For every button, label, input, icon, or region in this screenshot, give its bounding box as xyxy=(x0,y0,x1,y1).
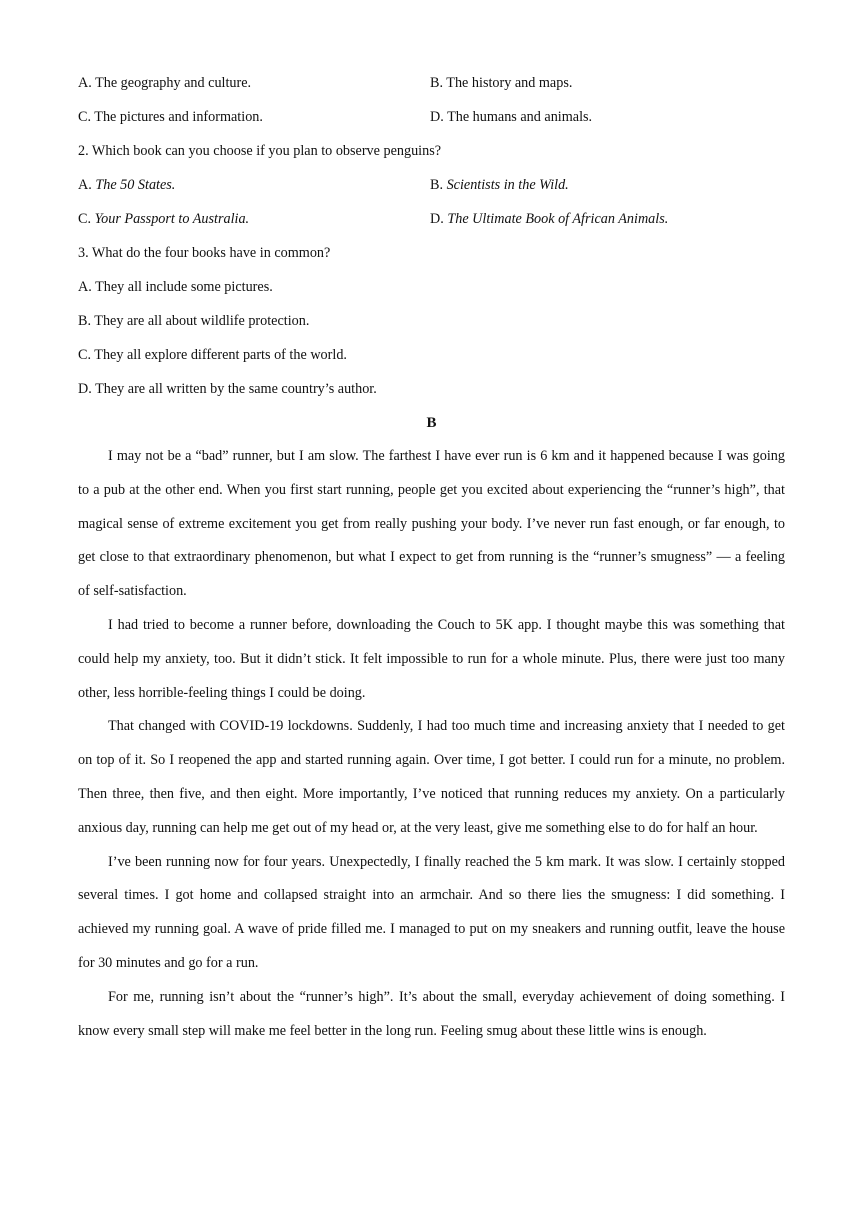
passage-paragraph-4: I’ve been running now for four years. Unexpectedly, I finally reached the 5 km mark. It was slow. I certainly stopped several times. I got home and collapsed straight into an armchair. And so there lies the smugness: I did something. I achieved my running goal. A wave of pride filled me. I managed to put on my sneakers and running outfit, leave the house for 30 minutes and go for a run. xyxy=(78,853,785,971)
q2-option-b-prefix: B. xyxy=(430,177,447,193)
q3-option-b[interactable]: B. They are all about wildlife protection. xyxy=(78,313,310,329)
passage-paragraph-1: I may not be a “bad” runner, but I am slow. The farthest I have ever run is 6 km and it happened because I was going to a pub at the other end. When you first start running, people get you excited about experiencing the “runner’s high”, that magical sense of extreme excitement you get from really pushing your body. I’ve never run fast enough, or far enough, to get close to that extraordinary phenomenon, but what I expect to get from running is the “runner’s smugness” — a feeling of self-satisfaction. xyxy=(78,448,785,600)
q1-option-a[interactable]: A. The geography and culture. xyxy=(78,75,252,91)
q1-option-b[interactable]: B. The history and maps. xyxy=(430,75,573,91)
q1-options-row-1 xyxy=(78,72,785,106)
q2-options-row-2 xyxy=(78,208,785,242)
q2-option-a-prefix: A. xyxy=(78,177,96,193)
q1-options-row-2 xyxy=(78,106,785,140)
passage-paragraph-5: For me, running isn’t about the “runner’s high”. It’s about the small, everyday achievement of doing something. I know every small step will make me feel better in the long run. Feeling smug about these little wins is enough. xyxy=(78,988,785,1039)
q2-option-c-title: Your Passport to Australia. xyxy=(94,211,250,227)
q3-stem: 3. What do the four books have in common? xyxy=(78,245,331,261)
q2-stem: 2. Which book can you choose if you plan to observe penguins? xyxy=(78,143,442,159)
section-b-heading: B xyxy=(426,415,437,431)
q2-option-d-prefix: D. xyxy=(430,211,448,227)
q3-option-c[interactable]: C. They all explore different parts of the world. xyxy=(78,347,347,363)
q1-option-c[interactable]: C. The pictures and information. xyxy=(78,109,263,125)
passage-paragraph-2: I had tried to become a runner before, downloading the Couch to 5K app. I thought maybe this was something that could help my anxiety, too. But it didn’t stick. It felt impossible to run for a whole minute. Plus, there were just too many other, less horrible-feeling things I could be doing. xyxy=(78,616,785,701)
q2-option-b[interactable] xyxy=(430,174,785,208)
q2-option-a[interactable] xyxy=(78,174,430,208)
q1-option-d[interactable]: D. The humans and animals. xyxy=(430,109,593,125)
q2-option-d-title: The Ultimate Book of African Animals. xyxy=(447,211,669,227)
q2-options-row-1 xyxy=(78,174,785,208)
exam-page xyxy=(78,72,785,1054)
q2-option-c[interactable] xyxy=(78,208,430,242)
q2-option-b-title: Scientists in the Wild. xyxy=(446,177,569,193)
q3-option-a[interactable]: A. They all include some pictures. xyxy=(78,279,273,295)
passage-b xyxy=(78,440,785,1048)
q2-option-d[interactable] xyxy=(430,208,785,242)
passage-paragraph-3: That changed with COVID-19 lockdowns. Suddenly, I had too much time and increasing anxiety that I needed to get on top of it. So I reopened the app and started running again. Over time, I got better. I could run for a minute, no problem. Then three, then five, and then eight. More importantly, I’ve noticed that running reduces my anxiety. On a particularly anxious day, running can help me get out of my head or, at the very least, give me something else to do for half an hour. xyxy=(78,718,785,836)
q2-option-a-title: The 50 States. xyxy=(95,177,176,193)
q3-option-d[interactable]: D. They are all written by the same country’s author. xyxy=(78,381,377,397)
q2-option-c-prefix: C. xyxy=(78,211,95,227)
